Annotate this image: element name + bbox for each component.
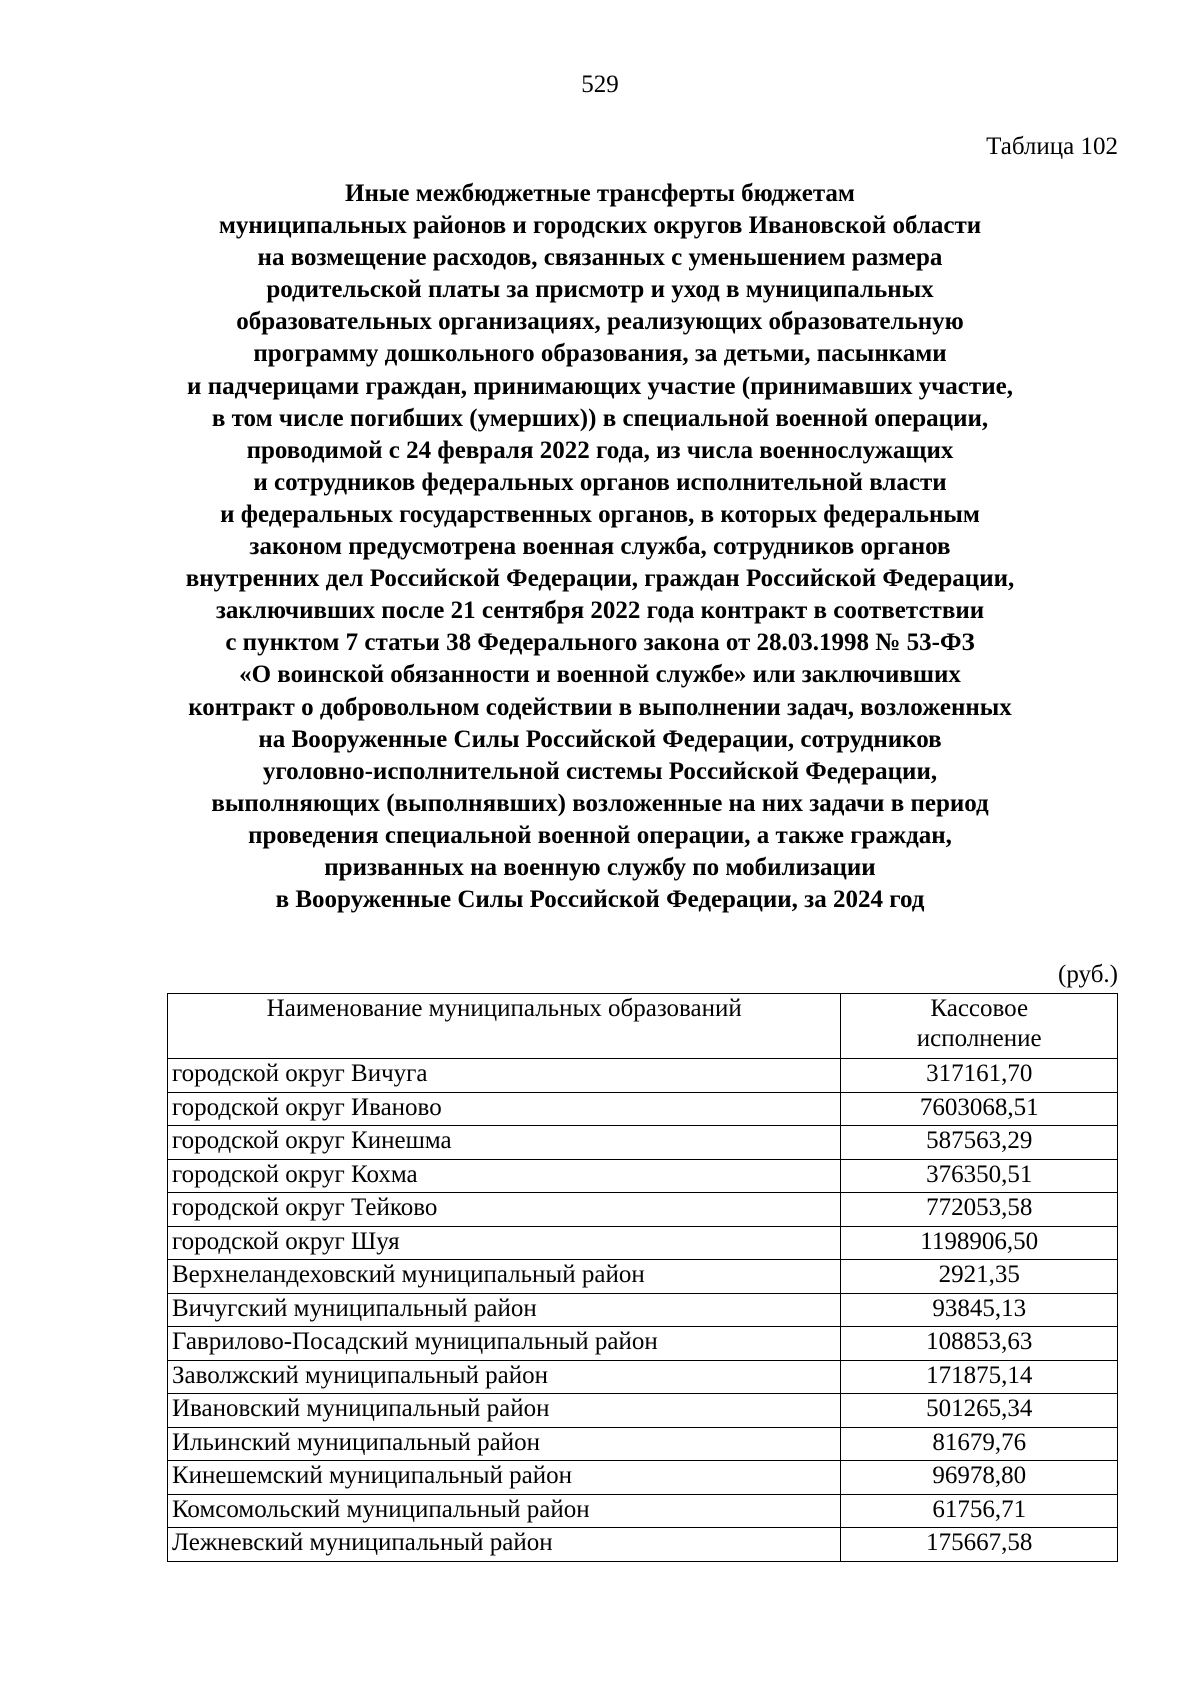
table-row	[168, 1528, 1118, 1562]
header-value	[841, 994, 1118, 1059]
table-row	[168, 1226, 1118, 1260]
table-row	[168, 1394, 1118, 1428]
title-line: родительской платы за присмотр и уход в муниципальных	[266, 276, 934, 304]
cash-execution-value: 7603068,51	[841, 1092, 1118, 1126]
municipality-name: Гаврилово-Посадский муниципальный район	[168, 1327, 841, 1361]
title-line: проведения специальной военной операции, а также граждан,	[248, 821, 952, 849]
table-row	[168, 1092, 1118, 1126]
table-row	[168, 1461, 1118, 1495]
cash-execution-value: 501265,34	[841, 1394, 1118, 1428]
title-line: муниципальных районов и городских округов Ивановской области	[218, 212, 982, 240]
title-line: призванных на военную службу по мобилизации	[324, 853, 876, 881]
table-row	[168, 1193, 1118, 1227]
document-title	[60, 178, 1140, 916]
table-row	[168, 1159, 1118, 1193]
title-line: в том числе погибших (умерших)) в специальной военной операции,	[211, 404, 989, 432]
table-row	[168, 1494, 1118, 1528]
table-header-row	[168, 994, 1118, 1059]
cash-execution-value: 1198906,50	[841, 1226, 1118, 1260]
cash-execution-value: 171875,14	[841, 1360, 1118, 1394]
cash-execution-value: 376350,51	[841, 1159, 1118, 1193]
table-row	[168, 1427, 1118, 1461]
cash-execution-value: 175667,58	[841, 1528, 1118, 1562]
page-number: 529	[581, 71, 619, 98]
table-row	[168, 1293, 1118, 1327]
table-body	[168, 1059, 1118, 1562]
table-row	[168, 1260, 1118, 1294]
cash-execution-value: 772053,58	[841, 1193, 1118, 1227]
municipality-name: городской округ Вичуга	[168, 1059, 841, 1093]
title-line: образовательных организациях, реализующих образовательную	[236, 308, 964, 336]
municipality-name: городской округ Иваново	[168, 1092, 841, 1126]
title-line: с пунктом 7 статьи 38 Федерального закона от 28.03.1998 № 53-ФЗ	[225, 629, 975, 657]
title-line: программу дошкольного образования, за детьми, пасынками	[253, 340, 947, 368]
title-line: законом предусмотрена военная служба, сотрудников органов	[249, 533, 951, 561]
table-row	[168, 1327, 1118, 1361]
cash-execution-value: 108853,63	[841, 1327, 1118, 1361]
title-line: Иные межбюджетные трансферты бюджетам	[345, 180, 855, 207]
municipality-name: Верхнеландеховский муниципальный район	[168, 1260, 841, 1294]
municipality-name: городской округ Шуя	[168, 1226, 841, 1260]
title-line: на Вооруженные Силы Российской Федерации, сотрудников	[258, 725, 942, 753]
title-line: на возмещение расходов, связанных с уменьшением размера	[257, 244, 943, 272]
header-value-line2: исполнение	[916, 1025, 1042, 1052]
cash-execution-value: 587563,29	[841, 1126, 1118, 1160]
title-line: и федеральных государственных органов, в которых федеральным	[220, 500, 980, 528]
units-label: (руб.)	[1058, 961, 1118, 988]
municipality-name: городской округ Кохма	[168, 1159, 841, 1193]
header-name: Наименование муниципальных образований	[168, 994, 841, 1059]
municipality-name: городской округ Тейково	[168, 1193, 841, 1227]
table-row	[168, 1059, 1118, 1093]
table-row	[168, 1360, 1118, 1394]
title-line: и падчерицами граждан, принимающих участие (принимавших участие,	[187, 372, 1013, 400]
municipality-name: городской округ Кинешма	[168, 1126, 841, 1160]
municipality-name: Комсомольский муниципальный район	[168, 1494, 841, 1528]
title-line: уголовно-исполнительной системы Российской Федерации,	[262, 757, 938, 785]
municipality-name: Ильинский муниципальный район	[168, 1427, 841, 1461]
table-label: Таблица 102	[986, 133, 1118, 160]
title-line: выполняющих (выполнявших) возложенные на них задачи в период	[211, 789, 989, 817]
cash-execution-value: 317161,70	[841, 1059, 1118, 1093]
municipality-name: Вичугский муниципальный район	[168, 1293, 841, 1327]
title-line: контракт о добровольном содействии в выполнении задач, возложенных	[188, 693, 1012, 721]
title-line: заключивших после 21 сентября 2022 года контракт в соответствии	[215, 597, 985, 625]
title-line: «О воинской обязанности и военной службе» или заключивших	[239, 661, 961, 689]
cash-execution-value: 61756,71	[841, 1494, 1118, 1528]
title-line: внутренних дел Российской Федерации, граждан Российской Федерации,	[185, 565, 1015, 593]
title-line: в Вооруженные Силы Российской Федерации, за 2024 год	[275, 886, 925, 914]
title-line: и сотрудников федеральных органов исполнительной власти	[253, 468, 947, 496]
municipality-name: Заволжский муниципальный район	[168, 1360, 841, 1394]
cash-execution-value: 96978,80	[841, 1461, 1118, 1495]
cash-execution-value: 81679,76	[841, 1427, 1118, 1461]
municipality-name: Лежневский муниципальный район	[168, 1528, 841, 1562]
data-table	[167, 993, 1118, 1562]
cash-execution-value: 93845,13	[841, 1293, 1118, 1327]
title-line: проводимой с 24 февраля 2022 года, из числа военнослужащих	[246, 436, 954, 464]
cash-execution-value: 2921,35	[841, 1260, 1118, 1294]
municipality-name: Кинешемский муниципальный район	[168, 1461, 841, 1495]
table-row	[168, 1126, 1118, 1160]
header-value-line1: Кассовое	[930, 995, 1029, 1022]
municipality-name: Ивановский муниципальный район	[168, 1394, 841, 1428]
